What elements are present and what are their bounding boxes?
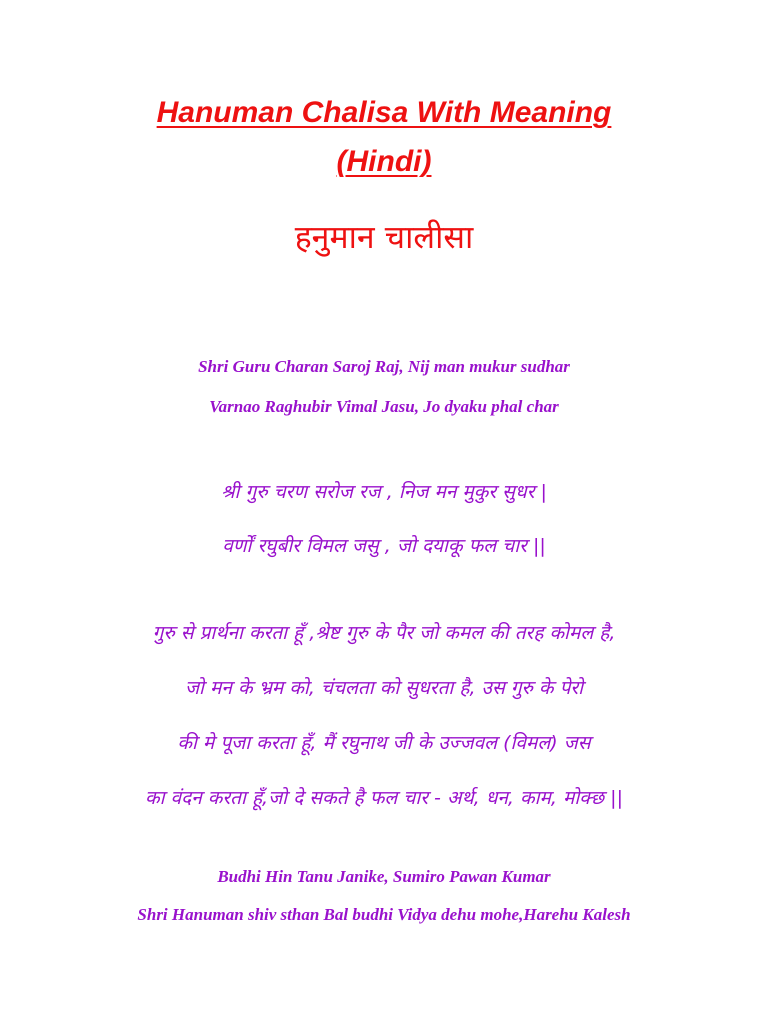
- meaning-line-4: का वंदन करता हूँ,जो दे सकते है फल चार - अर्थ, धन, काम, मोक्छ ||: [145, 787, 623, 809]
- doha2-roman-line-2: Shri Hanuman shiv sthan Bal budhi Vidya dehu mohe,Harehu Kalesh: [137, 905, 631, 924]
- doha1-roman-line-1: Shri Guru Charan Saroj Raj, Nij man mukur sudhar: [198, 357, 570, 376]
- doha1-hindi-line-2: वर्णों रघुबीर विमल जसु , जो दयाकू फल चार ||: [222, 535, 546, 557]
- meaning-line-1: गुरु से प्रार्थना करता हूँ ,श्रेष्ट गुरु के पैर जो कमल की तरह कोमल है,: [152, 622, 616, 644]
- document-title-line-1: Hanuman Chalisa With Meaning: [156, 96, 612, 129]
- meaning-line-3: की मे पूजा करता हूँ, मैं रघुनाथ जी के उज्जवल (विमल) जस: [177, 732, 591, 754]
- doha1-hindi-line-1: श्री गुरु चरण सरोज रज , निज मन मुकुर सुधर |: [221, 481, 547, 503]
- hindi-title: हनुमान चालीसा: [294, 218, 474, 256]
- doha1-roman-line-2: Varnao Raghubir Vimal Jasu, Jo dyaku phal char: [209, 397, 559, 416]
- doha2-roman-line-1: Budhi Hin Tanu Janike, Sumiro Pawan Kumar: [217, 867, 551, 886]
- document-title-line-2: (Hindi): [336, 145, 432, 178]
- meaning-line-2: जो मन के भ्रम को, चंचलता को सुधरता है, उस गुरु के पेरो: [184, 677, 584, 699]
